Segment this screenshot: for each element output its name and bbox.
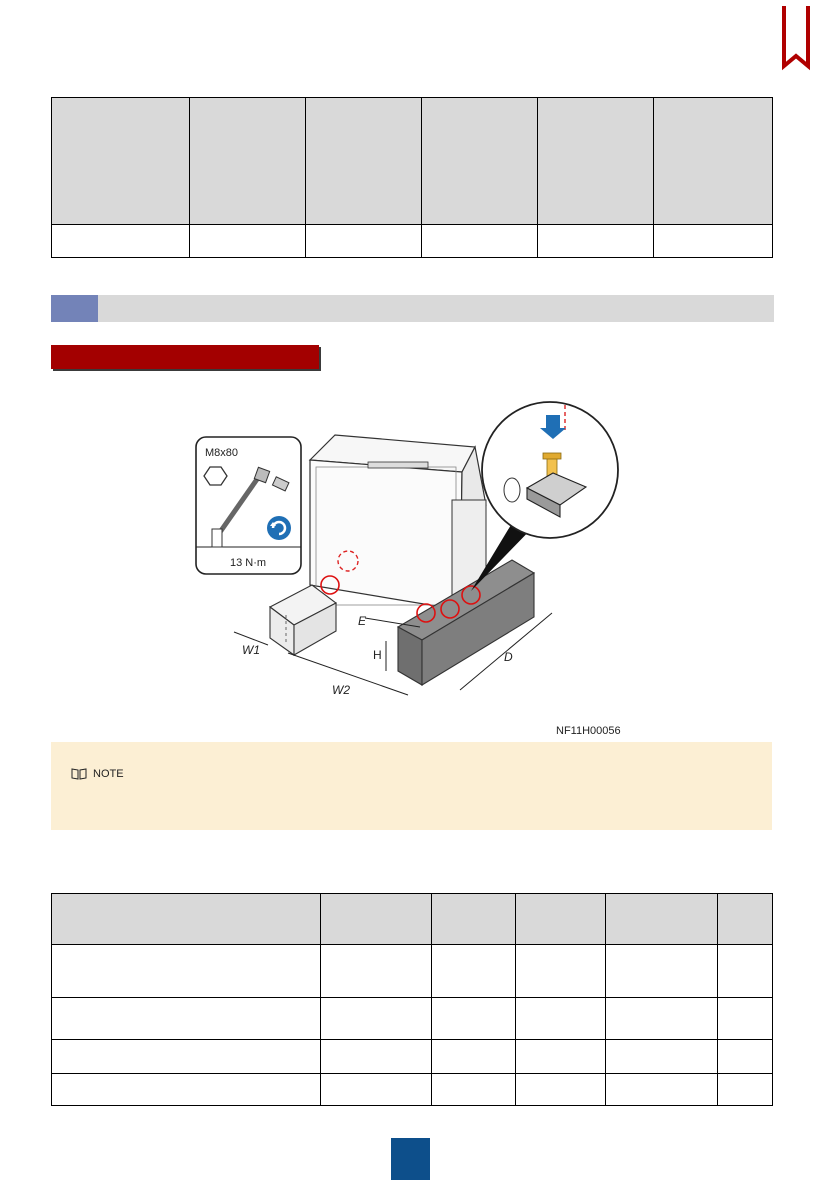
table-header-cell: [654, 98, 773, 225]
table-cell: [52, 1040, 321, 1074]
left-support-block: [270, 585, 336, 655]
bolt-spec-label: M8x80: [205, 447, 239, 459]
cabinet-drawing: [310, 435, 486, 610]
table-header-cell: [422, 98, 538, 225]
table-cell: [190, 225, 306, 258]
table-row: [52, 1074, 773, 1106]
dimension-e-label: E: [358, 614, 367, 628]
table-row: [52, 998, 773, 1040]
dimension-d-label: D: [504, 650, 513, 664]
table-cell: [516, 1074, 606, 1106]
table-header-cell: [52, 894, 321, 945]
table-cell: [321, 1074, 432, 1106]
table-cell: [654, 225, 773, 258]
table-header-cell: [190, 98, 306, 225]
table-cell: [606, 1040, 718, 1074]
section-number-block: [51, 295, 98, 322]
table-cell: [606, 945, 718, 998]
section-heading-bar: [51, 295, 774, 322]
dimension-h-label: H: [373, 648, 382, 662]
figure-code: NF11H00056: [556, 725, 621, 737]
table-cell: [52, 225, 190, 258]
table-cell: [516, 1040, 606, 1074]
table-header-cell: [606, 894, 718, 945]
table-cell: [432, 945, 516, 998]
table-cell: [52, 998, 321, 1040]
table-header-cell: [516, 894, 606, 945]
table-cell: [432, 1040, 516, 1074]
table-cell: [516, 998, 606, 1040]
dimension-w2-label: W2: [332, 683, 350, 697]
table-cell: [516, 945, 606, 998]
table-cell: [321, 1040, 432, 1074]
torque-label: 13 N·m: [229, 557, 267, 569]
bookmark-icon: [0, 0, 822, 80]
table-header-row: [52, 98, 773, 225]
table-header-row: [52, 894, 773, 945]
table-cell: [606, 998, 718, 1040]
table-header-cell: [718, 894, 773, 945]
table-cell: [538, 225, 654, 258]
table-cell: [718, 998, 773, 1040]
table-cell: [321, 945, 432, 998]
table-cell: [606, 1074, 718, 1106]
rotate-clockwise-icon: [267, 516, 291, 540]
tool-callout: [196, 437, 301, 574]
table-cell: [52, 945, 321, 998]
table-row: [52, 1040, 773, 1074]
table-cell: [718, 945, 773, 998]
parameter-table: [51, 97, 773, 258]
procedure-label-bar: [51, 345, 319, 369]
dimension-w1-label: W1: [242, 643, 260, 657]
table-header-cell: [538, 98, 654, 225]
note-box: [51, 742, 772, 830]
table-cell: [52, 1074, 321, 1106]
bolt-detail-callout: [482, 402, 618, 538]
table-header-cell: [306, 98, 422, 225]
table-cell: [432, 1074, 516, 1106]
table-row: [52, 225, 773, 258]
table-cell: [718, 1040, 773, 1074]
table-header-cell: [432, 894, 516, 945]
dimension-table: [51, 893, 773, 1106]
note-label: NOTE: [93, 768, 124, 780]
table-cell: [432, 998, 516, 1040]
installation-figure: [190, 395, 640, 740]
table-cell: [306, 225, 422, 258]
page-number-badge: [391, 1138, 430, 1180]
table-row: [52, 945, 773, 998]
table-header-cell: [52, 98, 190, 225]
table-cell: [321, 998, 432, 1040]
table-cell: [422, 225, 538, 258]
table-cell: [718, 1074, 773, 1106]
book-icon: [71, 768, 87, 780]
table-header-cell: [321, 894, 432, 945]
note-header: [71, 768, 124, 780]
